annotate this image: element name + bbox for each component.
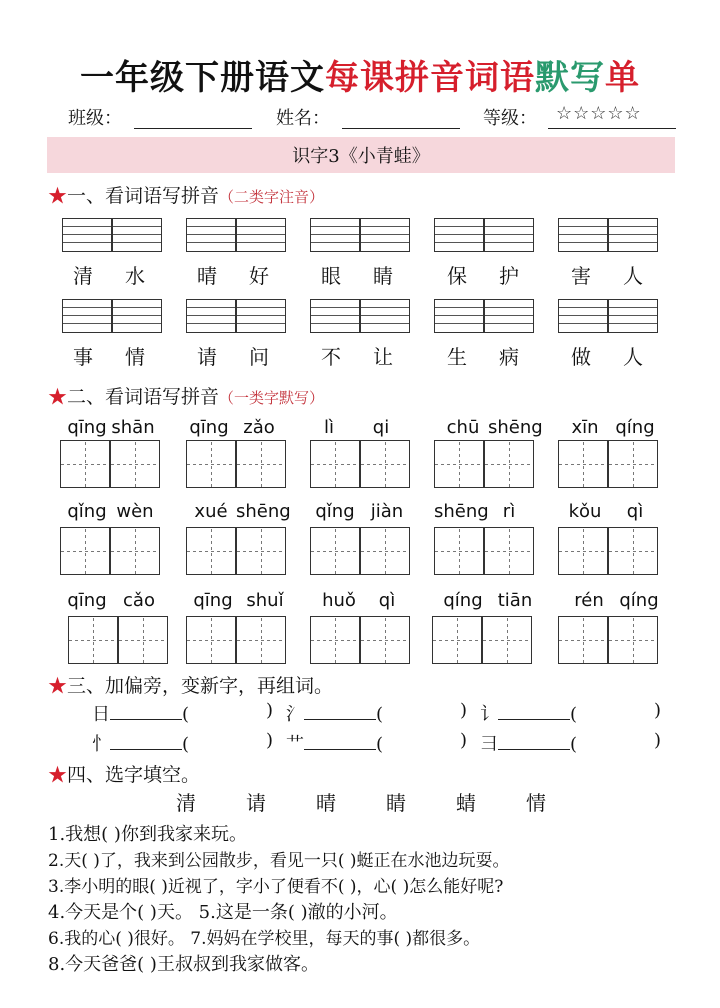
choice-char: 晴 xyxy=(316,791,336,815)
paren-close: ) xyxy=(266,730,274,751)
word-char: 做 xyxy=(571,345,591,369)
tianzige-box[interactable] xyxy=(110,440,160,488)
section1-heading xyxy=(48,181,324,208)
word-char: 问 xyxy=(249,345,269,369)
pinyin-label: qíng xyxy=(619,590,659,611)
paren-close: ) xyxy=(654,700,662,721)
section1-hint: （二类字注音） xyxy=(219,188,325,206)
pinyin-label: qíng xyxy=(615,417,655,438)
section1-title: 一、看词语写拼音 xyxy=(67,185,220,207)
pinyin-label: rì xyxy=(502,501,516,522)
paren-open: ( xyxy=(376,704,384,725)
tianzige-box[interactable] xyxy=(432,616,482,664)
word-char: 让 xyxy=(373,345,393,369)
grade-label: 等级： xyxy=(483,108,537,129)
word-char: 病 xyxy=(499,345,519,369)
lesson-title: 识字3《小青蛙》 xyxy=(292,146,430,167)
pinyin-box[interactable] xyxy=(62,299,112,333)
pinyin-label: qì xyxy=(626,501,644,522)
question-2: 2.天( )了，我来到公园散步，看见一只( )蜓正在水池边玩耍。 xyxy=(48,851,510,871)
tianzige-box[interactable] xyxy=(310,616,360,664)
pinyin-label: qīng xyxy=(193,590,233,611)
new-char-blank[interactable] xyxy=(498,731,570,750)
pinyin-box[interactable] xyxy=(484,299,534,333)
choice-char: 蜻 xyxy=(456,791,476,815)
section4-title: 四、选字填空。 xyxy=(67,764,201,786)
radical-item xyxy=(286,730,383,756)
word-char: 请 xyxy=(197,345,217,369)
tianzige-box[interactable] xyxy=(360,616,410,664)
tianzige-box[interactable] xyxy=(186,616,236,664)
tianzige-box[interactable] xyxy=(310,527,360,575)
tianzige-box[interactable] xyxy=(186,527,236,575)
word-char: 保 xyxy=(447,264,467,288)
pinyin-box[interactable] xyxy=(186,218,236,252)
radical: 艹 xyxy=(286,734,304,755)
class-field[interactable] xyxy=(134,128,252,129)
pinyin-box[interactable] xyxy=(112,218,162,252)
title-part-4: 单 xyxy=(605,58,640,98)
new-char-blank[interactable] xyxy=(110,701,182,720)
section2-heading xyxy=(48,382,324,409)
star-icon: ★ xyxy=(48,764,68,786)
pinyin-label: tiān xyxy=(497,590,533,611)
tianzige-box[interactable] xyxy=(558,527,608,575)
radical-item xyxy=(92,700,189,726)
star-icon: ★ xyxy=(48,386,68,408)
paren-close: ) xyxy=(266,700,274,721)
word-char: 事 xyxy=(73,345,93,369)
grade-field xyxy=(548,128,676,129)
pinyin-label: shuǐ xyxy=(246,590,284,611)
pinyin-label: lì xyxy=(323,417,334,438)
pinyin-box[interactable] xyxy=(186,299,236,333)
pinyin-label: qīng xyxy=(67,417,107,438)
pinyin-box[interactable] xyxy=(558,218,608,252)
paren-open: ( xyxy=(182,704,190,725)
question-1: 1.我想( )你到我家来玩。 xyxy=(48,824,247,845)
new-char-blank[interactable] xyxy=(498,701,570,720)
pinyin-box[interactable] xyxy=(236,299,286,333)
pinyin-box[interactable] xyxy=(360,218,410,252)
pinyin-label: rén xyxy=(574,590,604,611)
pinyin-box[interactable] xyxy=(484,218,534,252)
tianzige-box[interactable] xyxy=(608,616,658,664)
radical-item xyxy=(480,730,577,756)
pinyin-box[interactable] xyxy=(310,299,360,333)
pinyin-box[interactable] xyxy=(236,218,286,252)
section2-title: 二、看词语写拼音 xyxy=(67,386,220,408)
pinyin-box[interactable] xyxy=(360,299,410,333)
paren-open: ( xyxy=(376,734,384,755)
pinyin-label: qīng xyxy=(67,590,107,611)
star-icon: ★ xyxy=(48,185,68,207)
pinyin-label: qǐng xyxy=(315,501,355,522)
title-part-2: 每课拼音词语 xyxy=(325,58,535,98)
radical: 讠 xyxy=(480,704,498,725)
title-part-3: 默写 xyxy=(535,58,605,98)
tianzige-box[interactable] xyxy=(60,527,110,575)
page-title xyxy=(0,50,720,99)
tianzige-box[interactable] xyxy=(68,616,118,664)
tianzige-box[interactable] xyxy=(608,527,658,575)
word-char: 睛 xyxy=(373,264,393,288)
word-char: 情 xyxy=(125,345,145,369)
tianzige-box[interactable] xyxy=(360,527,410,575)
pinyin-box[interactable] xyxy=(310,218,360,252)
new-char-blank[interactable] xyxy=(110,731,182,750)
tianzige-box[interactable] xyxy=(558,616,608,664)
pinyin-label: xīn xyxy=(571,417,599,438)
paren-close: ) xyxy=(460,700,468,721)
word-char: 护 xyxy=(499,264,519,288)
pinyin-box[interactable] xyxy=(558,299,608,333)
new-char-blank[interactable] xyxy=(304,731,376,750)
pinyin-box[interactable] xyxy=(434,218,484,252)
pinyin-box[interactable] xyxy=(608,218,658,252)
choice-char: 清 xyxy=(176,791,196,815)
word-char: 眼 xyxy=(321,264,341,288)
class-label: 班级： xyxy=(68,108,122,129)
pinyin-label: qīng xyxy=(189,417,229,438)
tianzige-box[interactable] xyxy=(484,440,534,488)
pinyin-box[interactable] xyxy=(112,299,162,333)
tianzige-box[interactable] xyxy=(236,527,286,575)
pinyin-label: shēng xyxy=(488,417,543,438)
pinyin-box[interactable] xyxy=(608,299,658,333)
word-char: 害 xyxy=(571,264,591,288)
word-char: 晴 xyxy=(197,264,217,288)
radical: 彐 xyxy=(480,734,498,755)
tianzige-box[interactable] xyxy=(608,440,658,488)
choice-char: 睛 xyxy=(386,791,406,815)
section3-heading xyxy=(48,671,333,698)
word-char: 人 xyxy=(623,264,643,288)
tianzige-box[interactable] xyxy=(60,440,110,488)
pinyin-label: zǎo xyxy=(243,417,275,438)
question-8: 8.今天爸爸( )王叔叔到我家做客。 xyxy=(48,954,319,975)
new-char-blank[interactable] xyxy=(304,701,376,720)
radical: 氵 xyxy=(286,704,304,725)
pinyin-label: qi xyxy=(372,417,390,438)
paren-open: ( xyxy=(570,704,578,725)
paren-open: ( xyxy=(570,734,578,755)
pinyin-label: qíng xyxy=(443,590,483,611)
tianzige-box[interactable] xyxy=(110,527,160,575)
pinyin-label: shān xyxy=(111,417,155,438)
pinyin-label: xué xyxy=(194,501,228,522)
pinyin-label: cǎo xyxy=(123,590,155,611)
tianzige-box[interactable] xyxy=(482,616,532,664)
pinyin-label: jiàn xyxy=(370,501,404,522)
paren-open: ( xyxy=(182,734,190,755)
tianzige-box[interactable] xyxy=(186,440,236,488)
word-char: 清 xyxy=(73,264,93,288)
tianzige-box[interactable] xyxy=(236,616,286,664)
name-field[interactable] xyxy=(342,128,460,129)
pinyin-box[interactable] xyxy=(62,218,112,252)
tianzige-box[interactable] xyxy=(558,440,608,488)
tianzige-box[interactable] xyxy=(118,616,168,664)
radical-item xyxy=(286,700,383,726)
tianzige-box[interactable] xyxy=(434,527,484,575)
question-6-7: 6.我的心( )很好。 7.妈妈在学校里，每天的事( )都很多。 xyxy=(48,929,481,949)
word-char: 不 xyxy=(321,345,341,369)
pinyin-label: qì xyxy=(378,590,396,611)
title-part-1: 一年级下册语文 xyxy=(80,58,325,98)
pinyin-label: kǒu xyxy=(568,501,602,522)
pinyin-label: shēng xyxy=(236,501,291,522)
choice-char: 情 xyxy=(526,791,546,815)
question-3: 3.李小明的眼( )近视了，字小了便看不( )，心( )怎么能好呢? xyxy=(48,877,504,897)
tianzige-box[interactable] xyxy=(236,440,286,488)
tianzige-box[interactable] xyxy=(434,440,484,488)
radical: 忄 xyxy=(92,734,110,755)
pinyin-label: chū xyxy=(446,417,480,438)
question-4-5: 4.今天是个( )天。 5.这是一条( )澈的小河。 xyxy=(48,902,398,923)
name-label: 姓名： xyxy=(276,108,330,129)
paren-close: ) xyxy=(654,730,662,751)
word-char: 水 xyxy=(125,264,145,288)
word-char: 好 xyxy=(249,264,269,288)
section3-title: 三、加偏旁，变新字，再组词。 xyxy=(67,675,334,697)
grade-stars: ☆☆☆☆☆ xyxy=(556,103,642,124)
section2-hint: （一类字默写） xyxy=(219,389,325,407)
word-char: 人 xyxy=(623,345,643,369)
radical-item xyxy=(92,730,189,756)
tianzige-box[interactable] xyxy=(310,440,360,488)
radical-item xyxy=(480,700,577,726)
tianzige-box[interactable] xyxy=(484,527,534,575)
pinyin-box[interactable] xyxy=(434,299,484,333)
word-char: 生 xyxy=(447,345,467,369)
choice-char: 请 xyxy=(246,791,266,815)
paren-close: ) xyxy=(460,730,468,751)
pinyin-label: huǒ xyxy=(322,590,356,611)
pinyin-label: shēng xyxy=(434,501,489,522)
star-icon: ★ xyxy=(48,675,68,697)
section4-heading xyxy=(48,760,200,787)
pinyin-label: wèn xyxy=(116,501,154,522)
radical: 日 xyxy=(92,704,110,725)
pinyin-label: qǐng xyxy=(67,501,107,522)
tianzige-box[interactable] xyxy=(360,440,410,488)
